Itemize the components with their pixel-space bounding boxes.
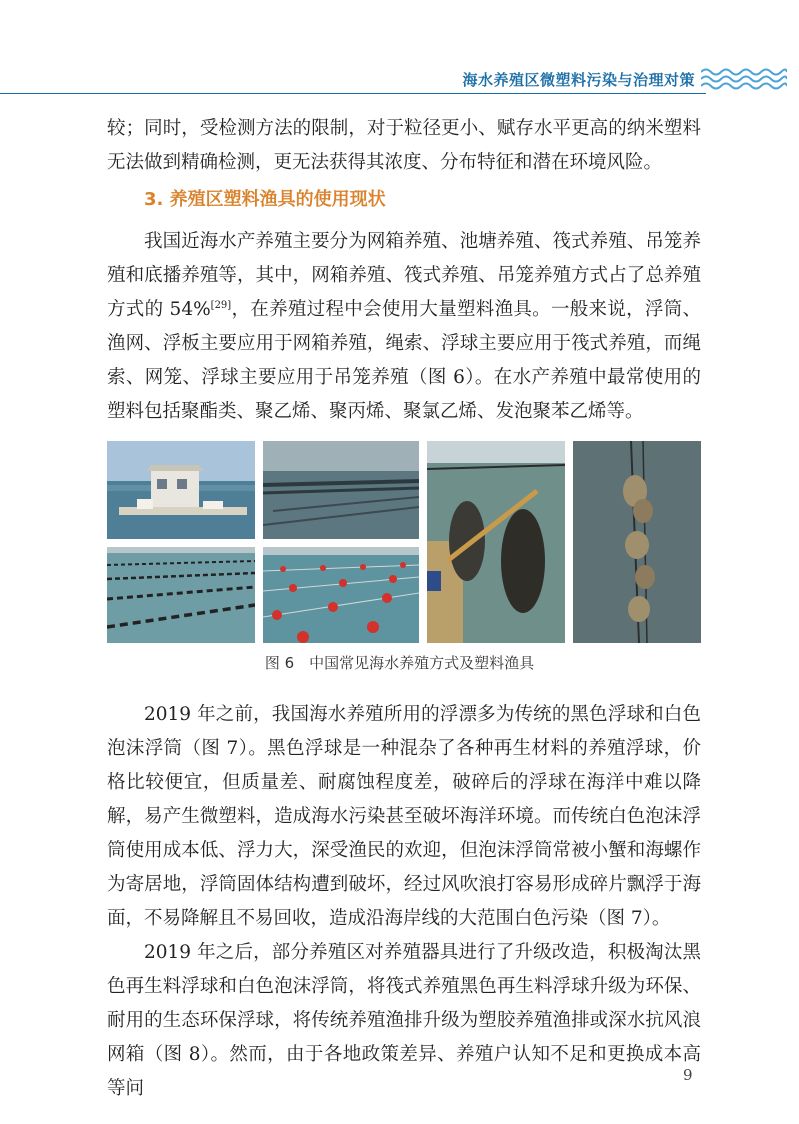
photo-red-buoys xyxy=(263,547,419,643)
running-header xyxy=(0,66,799,92)
paragraph-text: ，在养殖过程中会使用大量塑料渔具。一般来说，浮筒、渔网、浮板主要应用于网箱养殖，绳索、浮球主要应用于筏式养殖，而绳索、网笼、浮球主要应用于吊笼养殖（图 6）。在水产养殖中最常使用的塑料包括聚酯类、聚乙烯、聚丙烯、聚氯乙烯、发泡聚苯乙烯等。 xyxy=(107,299,701,422)
photo-cage-culture xyxy=(107,441,255,539)
header-rule xyxy=(0,93,706,94)
paragraph-continuation: 较；同时，受检测方法的限制，对于粒径更小、赋存水平更高的纳米塑料无法做到精确检测，更无法获得其浓度、分布特征和潜在环境风险。 xyxy=(107,118,701,173)
paragraph-pre-2019: 2019 年之前，我国海水养殖所用的浮漂多为传统的黑色浮球和白色泡沫浮筒（图 7）。黑色浮球是一种混杂了各种再生材料的养殖浮球，价格比较便宜，但质量差、耐腐蚀程度差，破碎后的浮球在海洋中难以降解，易产生微塑料，造成海水污染甚至破坏海洋环境。而传统白色泡沫浮筒使用成本低、浮力大，深受渔民的欢迎，但泡沫浮筒常被小蟹和海螺作为寄居地，浮筒固体结构遭到破坏，经过风吹浪打容易形成碎片飘浮于海面，不易降解且不易回收，造成沿海岸线的大范围白色污染（图 7）。 xyxy=(107,704,701,929)
photo-hanging-oysters xyxy=(573,441,701,643)
figure-caption: 图 6 中国常见海水养殖方式及塑料渔具 xyxy=(264,654,535,672)
figure-6 xyxy=(107,441,701,643)
section-heading: 3. 养殖区塑料渔具的使用现状 xyxy=(144,189,386,210)
photo-lantern-cages xyxy=(427,441,565,643)
paragraph-post-2019: 2019 年之后，部分养殖区对养殖器具进行了升级改造，积极淘汰黑色再生料浮球和白色泡沫浮筒，将筏式养殖黑色再生料浮球升级为环保、耐用的生态环保浮球，将传统养殖渔排升级为塑胶养殖渔排或深水抗风浪网箱（图 8）。然而，由于各地政策差异、养殖户认知不足和更换成本高等问 xyxy=(107,942,701,1099)
paragraph-aquaculture-methods xyxy=(107,225,701,429)
page-number: 9 xyxy=(683,1066,693,1084)
wave-pattern-icon xyxy=(701,66,787,92)
photo-black-floats xyxy=(107,547,255,643)
running-header-title: 海水养殖区微塑料污染与治理对策 xyxy=(462,71,695,89)
citation-ref[interactable]: [29] xyxy=(210,299,232,311)
paragraph-text: 我国近海水产养殖主要分为网箱养殖、池塘养殖、筏式养殖、吊笼养殖和底播养殖等，其中，网箱养殖、筏式养殖、吊笼养殖方式占了总养殖方式的 54% xyxy=(107,231,701,320)
photo-raft-culture xyxy=(263,441,419,539)
